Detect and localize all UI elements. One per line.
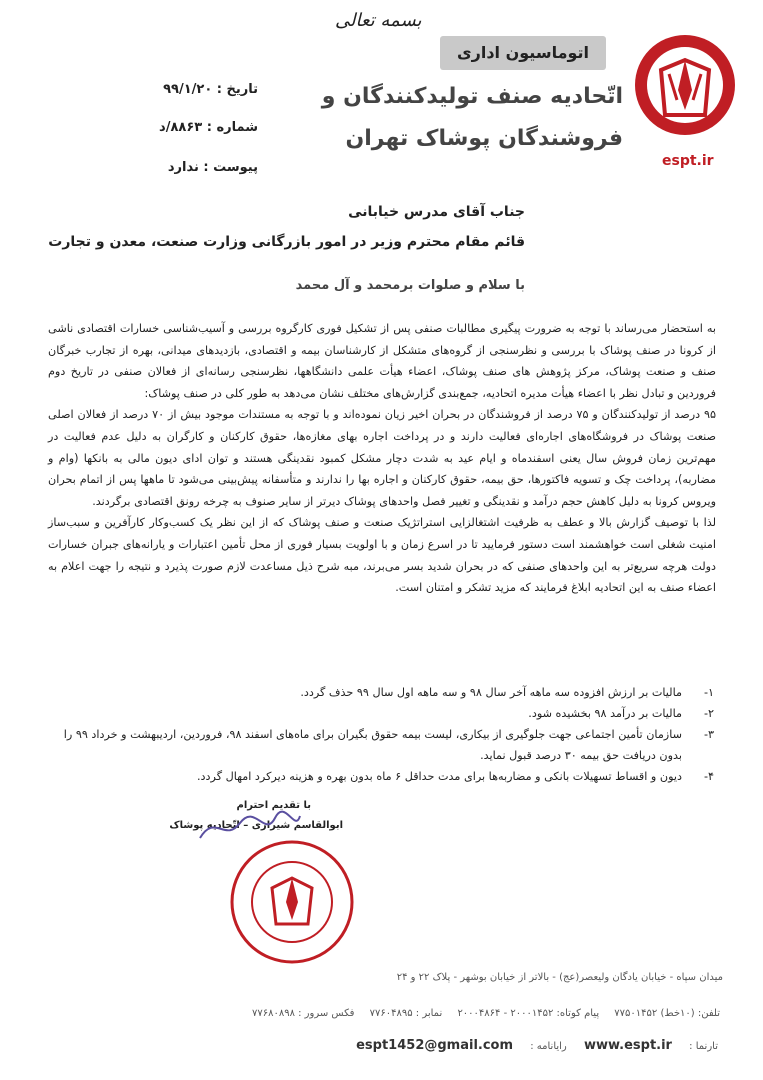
request-list [48, 682, 716, 787]
footer-email-link[interactable]: espt1452@gmail.com [356, 1038, 514, 1053]
footer-sms: پیام کوتاه: ۲۰۰۰۱۴۵۲ - ۲۰۰۰۴۸۶۴ [457, 1008, 600, 1019]
footer-contacts [40, 1008, 720, 1019]
list-item-text: مالیات بر درآمد ۹۸ بخشیده شود. [528, 707, 682, 720]
besmellah-heading: بسمه تعالی [335, 10, 422, 31]
org-name-line2: فروشندگان پوشاک تهران [345, 126, 623, 151]
footer-phone: تلفن: (۱۰خط) ۷۷۵۰۱۴۵۲ [614, 1008, 720, 1019]
union-logo [633, 30, 738, 150]
list-item [48, 724, 716, 766]
recipient-title: قائم مقام محترم وزیر در امور بازرگانی وزارت صنعت، معدن و تجارت [48, 234, 525, 250]
list-item [48, 766, 716, 787]
letter-attachment: پیوست : ندارد [167, 160, 258, 175]
footer-website-label: تارنما : [689, 1041, 718, 1052]
list-item-number: ۱- [703, 686, 714, 699]
list-item-number: ۲- [703, 707, 714, 720]
body-paragraph-3: لذا با توصیف گزارش بالا و عطف به ظرفیت اشتغالزایی استراتژیک صنعت و صنف پوشاک که از این نظر یک کسب‌وکار کارآفرین و سبب‌ساز امنیت شغلی است خواهشمند است دستور فرمایید تا در اسرع زمان و با اولویت بسیار فوری از محل تأمین اعتبارات و یارانه‌های جبران خسارات دولت هرچه سریع‌تر به این واحدهای صنفی که در بحران شدید بسر می‌برند، مبه شرح ذیل مساعدت لازم صورت پذیرد و نتیجه را جهت اعلام به اعضاء صنف به این اتحادیه ابلاغ فرمایند که مزید تشکر و امتنان است. [48, 516, 716, 595]
closing-regards: با تقدیم احترام [236, 800, 311, 811]
department-badge: اتوماسیون اداری [440, 36, 606, 70]
signer-name: ابوالقاسم شیرازی – اتّحادیه پوشاک [169, 820, 343, 831]
footer-web [342, 1038, 718, 1053]
letter-date: تاریخ : ۹۹/۱/۲۰ [163, 82, 258, 97]
letter-number: شماره : ۸۸۶۳/د [159, 120, 258, 135]
footer-fax-server: فکس سرور : ۷۷۶۸۰۸۹۸ [251, 1008, 355, 1019]
org-name-line1: اتّحادیه صنف تولیدکنندگان و [321, 84, 623, 109]
body-paragraph-1: به استحضار می‌رساند با توجه به ضرورت پیگیری مطالبات صنفی پس از تشکیل فوری کارگروه بررسی و آسیب‌شناسی خسارات اقتصادی ناشی از کرونا در صنف پوشاک با بررسی و نظرسنجی از گروه‌های متشکل از کارشناسان بیمه و اقتصادی، بازدیدهای میدانی، بهره از تجارب خبرگان صنف و صنعت پوشاک، مرکز پژوهش های صنف پوشاک، اعضاء هیأت علمی دانشگاهها، نظرسنجی رسانه‌ای از فعالان صنفی در تاریخ دوم فروردین و تبادل نظر با اعضاء هیأت مدیره اتحادیه، جمع‌بندی گزارش‌های مختلف نشان می‌دهد به طور کلی در صنف پوشاک: [48, 322, 716, 400]
list-item-number: ۳- [703, 728, 714, 741]
footer-address: میدان سپاه - خیابان یادگان ولیعصر(عج) - بالاتر از خیابان بوشهر - پلاک ۲۲ و ۲۴ [396, 972, 723, 983]
list-item-text: سازمان تأمین اجتماعی جهت جلوگیری از بیکاری، لیست بیمه حقوق بگیران برای ماه‌های اسفند ۹۸، فروردین، اردیبهشت و خرداد ۹۹ را بدون دریافت حق بیمه ۳۰ درصد قبول نماید. [63, 728, 682, 762]
list-item-text: مالیات بر ارزش افزوده سه ماهه آخر سال ۹۸ و سه ماهه اول سال ۹۹ حذف گردد. [300, 686, 682, 699]
footer-email-label: رایانامه : [530, 1041, 567, 1052]
list-item-text: دیون و اقساط تسهیلات بانکی و مضاربه‌ها برای مدت حداقل ۶ ماه بدون بهره و هزینه دیرکرد امهال گردد. [197, 770, 682, 783]
body-paragraph-2: ۹۵ درصد از تولیدکنندگان و ۷۵ درصد از فروشندگان در بحران اخیر زیان نموده‌اند و با توجه به مستندات موجود بیش از ۷۰ درصد از فعالان اصلی صنعت پوشاک در فروشگاه‌های اجاره‌ای فعالیت دارند و در پرداخت اجاره بهای مغازه‌ها، حقوق کارکنان و کارگران به دلیل عدم فعالیت در مهم‌ترین زمان فروش سال یعنی اسفندماه و ایام عید به شدت دچار مشکل کمبود نقدینگی هستند و توان ادای دیون مالی به بانکها (وام و مضاربه)، پرداخت چک و تسویه فاکتورها، حق بیمه، حقوق کارکنان و اجاره بها را ندارند و متأسفانه پیش‌بینی می‌شود تا ماهها پس از اتمام بحران ویروس کرونا به دلیل کاهش حجم درآمد و نقدینگی و تغییر فصل واحدهای پوشاک دیرتر از سایر صنوف به چرخه رونق اقتصادی برگردند. [48, 408, 716, 508]
greeting: با سلام و صلوات برمحمد و آل محمد [295, 278, 525, 293]
list-item [48, 682, 716, 703]
footer-fax: نمابر : ۷۷۶۰۴۸۹۵ [369, 1008, 443, 1019]
list-item-number: ۴- [703, 770, 714, 783]
letter-body [48, 318, 716, 599]
website-text: espt.ir [662, 153, 714, 169]
footer-website-link[interactable]: www.espt.ir [583, 1038, 672, 1053]
list-item [48, 703, 716, 724]
official-stamp [228, 838, 356, 966]
recipient-name: جناب آقای مدرس خیابانی [348, 204, 525, 220]
